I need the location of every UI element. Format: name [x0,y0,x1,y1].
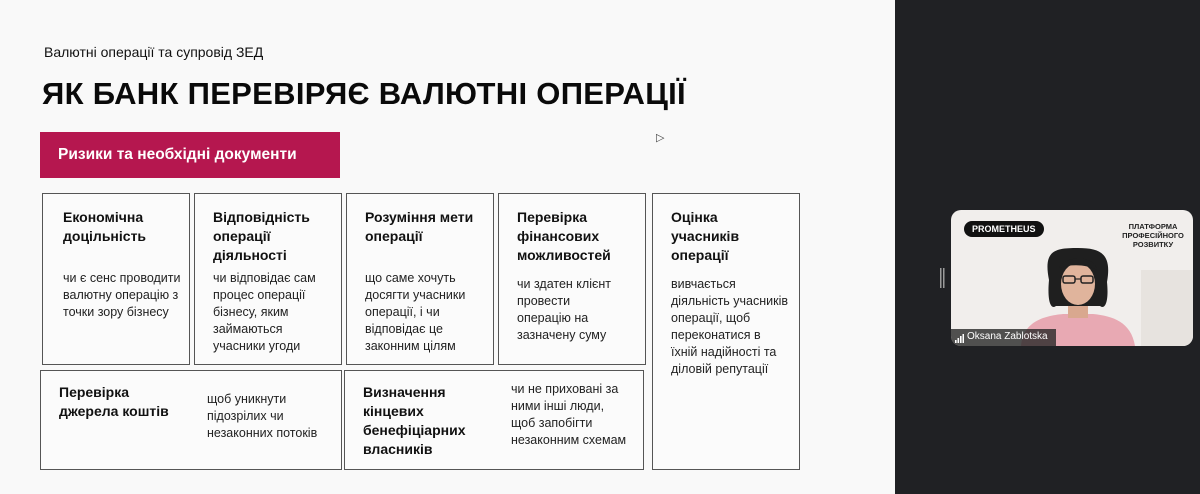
card-beneficial-owners [344,370,644,470]
section-tag: Ризики та необхідні документи [40,132,340,178]
card-heading: Перевірка джерела коштів [59,384,169,419]
card-economic-feasibility [42,193,190,365]
card-heading: Економічна доцільність [63,209,147,244]
mouse-cursor-icon: ▷ [656,132,665,144]
card-heading: Відповідність операції діяльності [213,209,310,263]
card-text: чи здатен клієнт провести операцію на зазначену суму [517,277,611,342]
card-heading: Розуміння мети операції [365,209,474,244]
slide-title: ЯК БАНК ПЕРЕВІРЯЄ ВАЛЮТНІ ОПЕРАЦІЇ [42,76,686,111]
card-text: чи відповідає сам процес операції бізнесу, яким займаються учасники угоди [213,271,316,353]
card-text: чи не приховані за ними інші люди, щоб запобігти незаконним схемам [511,382,627,447]
card-heading: Перевірка фінансових можливостей [517,209,611,263]
participant-name-tag [951,329,1056,346]
card-financial-capacity [498,193,646,365]
card-participants-assessment [652,193,800,470]
card-text: чи є сенс проводити валютну операцію з точки зору бізнесу [63,271,181,319]
slide-subtitle: Валютні операції та супровід ЗЕД [44,44,264,60]
video-tile[interactable] [951,210,1193,346]
card-text: що саме хочуть досягти учасники операції, і чи відповідає це законним цілям [365,271,466,353]
card-heading: Визначення кінцевих бенефіціарних власників [363,384,466,457]
card-text: щоб уникнути підозрілих чи незаконних потоків [207,392,318,440]
platform-caption: ПЛАТФОРМА ПРОФЕСІЙНОГО РОЗВИТКУ [1122,222,1184,249]
card-operation-purpose [346,193,494,365]
card-text: вивчається діяльність учасників операції, щоб переконатися в їхній надійності та діловій репутації [671,277,789,376]
participant-name: Oksana Zablotska [967,331,1048,342]
card-heading: Оцінка учасників операції [671,209,740,263]
panel-resize-handle[interactable] [940,268,945,288]
signal-bars-icon [955,334,964,343]
card-activity-compliance [194,193,342,365]
prometheus-logo: PROMETHEUS [964,221,1044,237]
card-source-of-funds [40,370,342,470]
drag-handle-icon [940,268,945,288]
